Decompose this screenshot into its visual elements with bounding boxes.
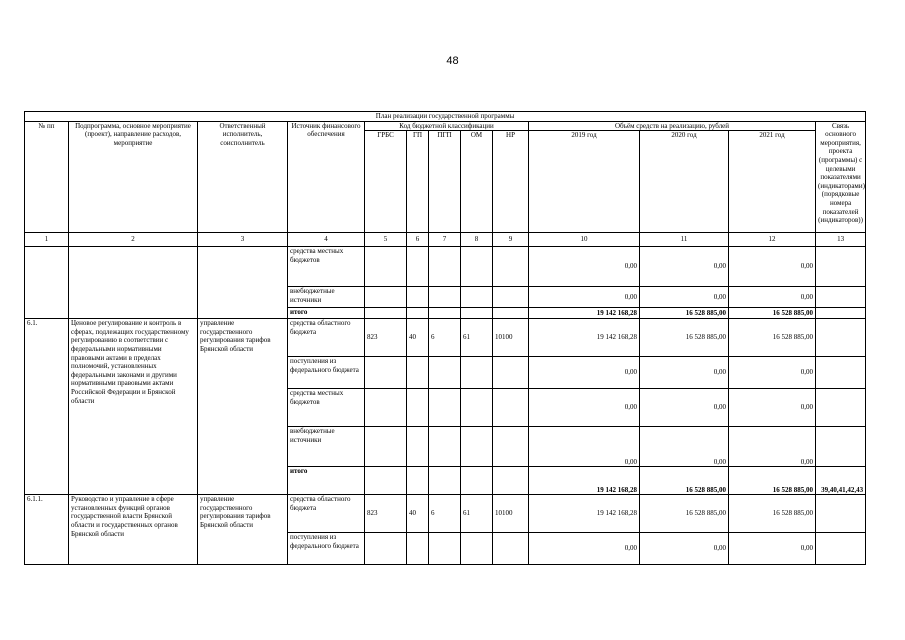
row-program: [69, 247, 198, 319]
row-grbs: 823: [365, 319, 407, 357]
row-2021: 16 528 885,00: [729, 467, 816, 495]
row-executor: [198, 247, 288, 319]
row-source: средства местных бюджетов: [288, 389, 365, 427]
row-pgp: 6: [429, 319, 461, 357]
row-2019: 19 142 168,28: [529, 308, 640, 319]
row-2021: 16 528 885,00: [729, 495, 816, 533]
row-2021: 0,00: [729, 427, 816, 467]
col-number: 9: [493, 233, 529, 247]
col-number: 10: [529, 233, 640, 247]
row-2019: 0,00: [529, 533, 640, 565]
row-2021: 16 528 885,00: [729, 308, 816, 319]
header-grbs: ГРБС: [365, 131, 407, 233]
row-2021: 0,00: [729, 533, 816, 565]
col-number: 8: [461, 233, 493, 247]
row-2020: 0,00: [640, 533, 729, 565]
header-executor: Ответственный исполнитель, соисполнитель: [198, 121, 288, 233]
header-budget-code: Код бюджетной классификации: [365, 121, 529, 131]
header-num: № пп: [25, 121, 69, 233]
row-2021: 0,00: [729, 389, 816, 427]
table-title: План реализации государственной программы: [25, 112, 866, 122]
row-num: 6.1.: [25, 319, 69, 495]
row-2019: 19 142 168,28: [529, 495, 640, 533]
row-np: 10100: [493, 319, 529, 357]
row-2019: 0,00: [529, 427, 640, 467]
row-2020: 16 528 885,00: [640, 495, 729, 533]
col-number: 7: [429, 233, 461, 247]
row-program: Руководство и управление в сфере установленных функций органов государственной власти Брянской области и государственных органов Брянской области: [69, 495, 198, 565]
col-number: 1: [25, 233, 69, 247]
header-np: НР: [493, 131, 529, 233]
row-source: средства местных бюджетов: [288, 247, 365, 287]
header-2019: 2019 год: [529, 131, 640, 233]
row-2021: 0,00: [729, 357, 816, 389]
row-source: поступления из федерального бюджета: [288, 533, 365, 565]
table-row: [25, 247, 866, 287]
implementation-plan-table: [24, 111, 866, 565]
row-executor: управление государственного регулирования тарифов Брянской области: [198, 319, 288, 495]
table-row: [25, 319, 866, 357]
row-grbs: 823: [365, 495, 407, 533]
row-2020: 16 528 885,00: [640, 319, 729, 357]
row-2020: 0,00: [640, 427, 729, 467]
col-number: 12: [729, 233, 816, 247]
row-om: 61: [461, 495, 493, 533]
row-2019: 0,00: [529, 389, 640, 427]
col-number: 6: [407, 233, 429, 247]
row-2021: 0,00: [729, 287, 816, 308]
row-2020: 0,00: [640, 287, 729, 308]
row-source: итого: [288, 467, 365, 495]
row-2019: 0,00: [529, 247, 640, 287]
header-om: ОМ: [461, 131, 493, 233]
row-2020: 0,00: [640, 389, 729, 427]
header-2020: 2020 год: [640, 131, 729, 233]
row-num: 6.1.1.: [25, 495, 69, 565]
col-number: 13: [816, 233, 866, 247]
col-number: 2: [69, 233, 198, 247]
row-2021: 16 528 885,00: [729, 319, 816, 357]
header-link: Связь основного мероприятия, проекта (программы) с целевыми показателями (индикаторами) (порядковые номера показателей (индикаторов)): [816, 121, 866, 233]
row-source: средства областного бюджета: [288, 495, 365, 533]
row-link: 39,40,41,42,43: [816, 467, 866, 495]
col-number: 4: [288, 233, 365, 247]
row-2021: 0,00: [729, 247, 816, 287]
row-gp: 40: [407, 319, 429, 357]
table-row: [25, 495, 866, 533]
row-2020: 0,00: [640, 357, 729, 389]
row-program: Ценовое регулирование и контроль в сферах, подлежащих государственному регулированию в соответствии с федеральными нормативными правовыми актами в пределах полномочий, установленных федеральными законами и другими нормативными правовыми актами Российской Федерации и Брянской области: [69, 319, 198, 495]
row-om: 61: [461, 319, 493, 357]
row-source: средства областного бюджета: [288, 319, 365, 357]
row-source: поступления из федерального бюджета: [288, 357, 365, 389]
row-2020: 16 528 885,00: [640, 308, 729, 319]
header-pgp: ПГП: [429, 131, 461, 233]
row-np: 10100: [493, 495, 529, 533]
header-program: Подпрограмма, основное мероприятие (проект), направление расходов, мероприятие: [69, 121, 198, 233]
row-source: итого: [288, 308, 365, 319]
col-number: 5: [365, 233, 407, 247]
page-number: 48: [446, 55, 459, 67]
row-executor: управление государственного регулирования тарифов Брянской области: [198, 495, 288, 565]
row-2019: 19 142 168,28: [529, 467, 640, 495]
row-2019: 19 142 168,28: [529, 319, 640, 357]
col-number: 3: [198, 233, 288, 247]
row-2020: 0,00: [640, 247, 729, 287]
header-volume: Объём средств на реализацию, рублей: [529, 121, 816, 131]
header-source: Источник финансового обеспечения: [288, 121, 365, 233]
row-num: [25, 247, 69, 319]
row-source: внебюджетные источники: [288, 287, 365, 308]
header-gp: ГП: [407, 131, 429, 233]
row-2019: 0,00: [529, 357, 640, 389]
row-pgp: 6: [429, 495, 461, 533]
row-source: внебюджетные источники: [288, 427, 365, 467]
row-2019: 0,00: [529, 287, 640, 308]
row-gp: 40: [407, 495, 429, 533]
header-2021: 2021 год: [729, 131, 816, 233]
row-2020: 16 528 885,00: [640, 467, 729, 495]
col-number: 11: [640, 233, 729, 247]
